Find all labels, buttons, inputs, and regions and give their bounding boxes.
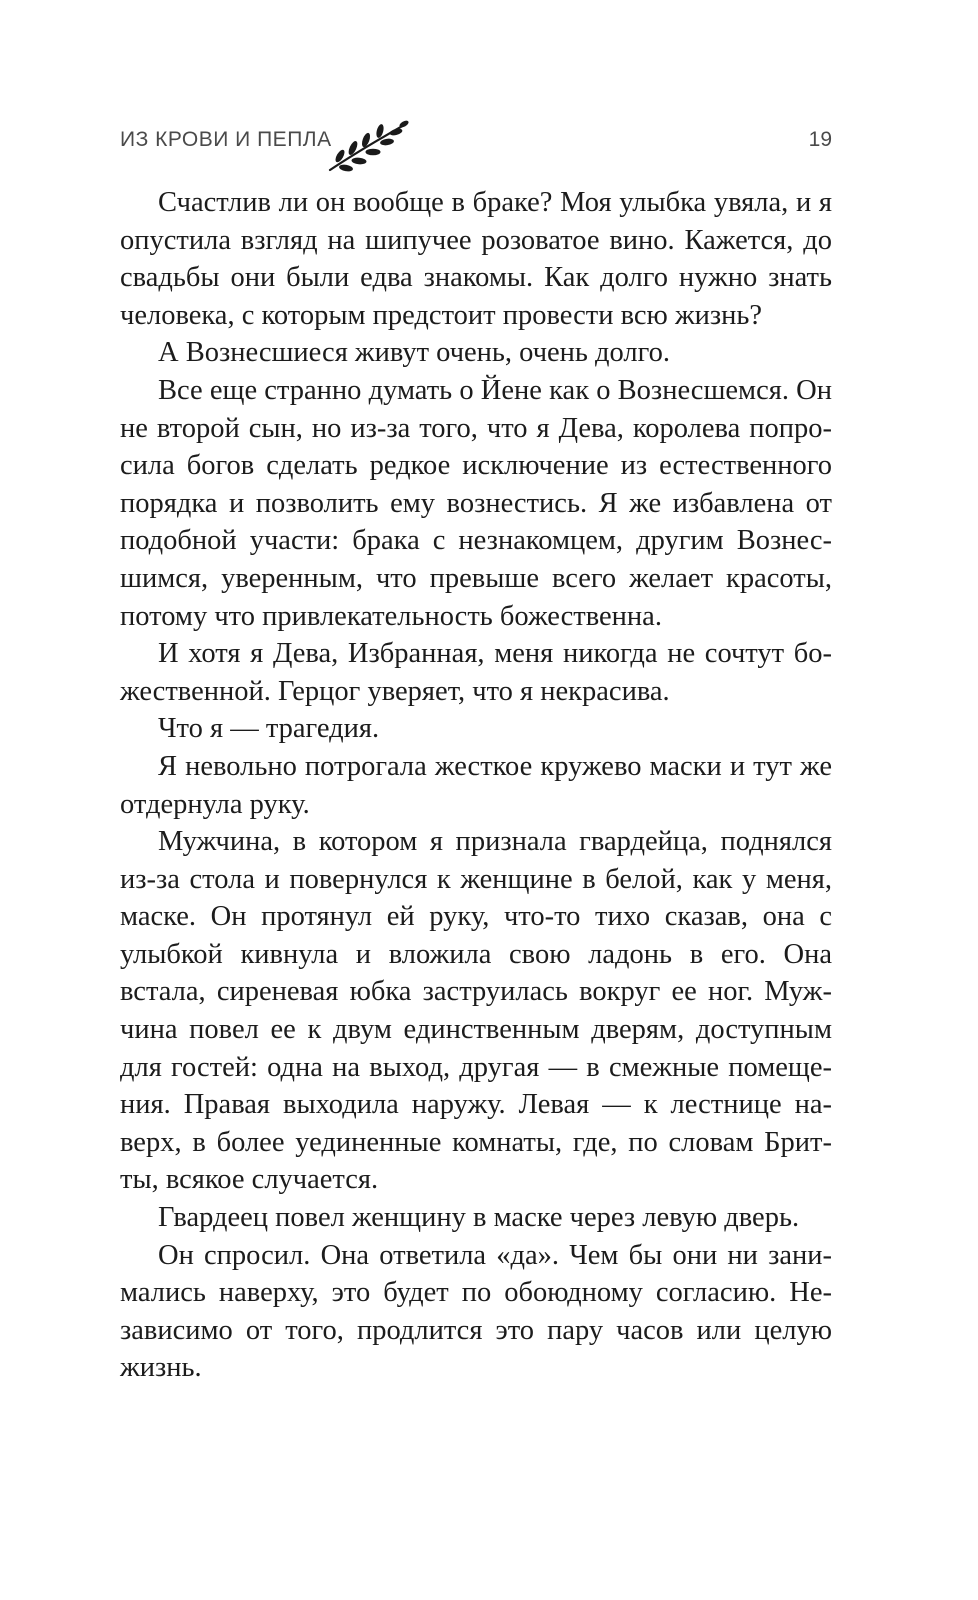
paragraph: Я невольно потрогала жесткое кружево маски и тут же отдернула руку. — [120, 750, 832, 820]
paragraph: А Вознесшиеся живут очень, очень долго. — [158, 337, 670, 369]
running-header — [120, 118, 832, 178]
paragraph: Все еще странно думать о Йене как о Вознесшемся. Он не второй сын, но из-за того, что я Дева, королева попросила богов сделать редкое исключение из естественного порядка и позволить ему вознестись. Я же избавлена от подобной участи: брака с незнакомцем, другим Вознесшимся, уверенным, что превыше всего желает красоты, потому что привлекательность божественна. — [120, 374, 832, 632]
paragraph: Что я — трагедия. — [158, 713, 380, 745]
paragraph: Он спросил. Она ответила «да». Чем бы они ни занимались наверху, это будет по обоюдному согласию. Независимо от того, продлится это пару часов или целую жизнь. — [120, 1239, 832, 1384]
paragraph: И хотя я Дева, Избранная, меня никогда не сочтут божественной. Герцог уверяет, что я некрасива. — [120, 638, 832, 707]
paragraph: Счастлив ли он вообще в браке? Моя улыбка увяла, и я опустила взгляд на шипучее розоватое вино. Кажется, до свадьбы они были едва знакомы. Как долго нужно знать человека, с которым предстоит провести всю жизнь? — [120, 187, 832, 331]
book-title: ИЗ КРОВИ И ПЕПЛА — [120, 128, 332, 151]
body-text — [120, 184, 832, 1387]
page-number: 19 — [808, 128, 832, 151]
paragraph: Мужчина, в котором я признала гвардейца, поднялся из-за стола и повернулся к женщине в белой, как у меня, маске. Он протянул ей руку, что-то тихо сказав, она с улыбкой кивнула и вложила свою ладонь в его. Она встала, сиреневая юбка заструилась вокруг ее ног. Мужчина повел ее к двум единственным дверям, доступным для гостей: одна на выход, другая — в смежные помещения. Правая выходила наружу. Левая — к лестнице наверх, в более уединенные комнаты, где, по словам Бритты, всякое случается. — [120, 826, 832, 1196]
laurel-branch-icon — [326, 118, 410, 174]
paragraph: Гвардеец повел женщину в маске через левую дверь. — [158, 1202, 800, 1234]
